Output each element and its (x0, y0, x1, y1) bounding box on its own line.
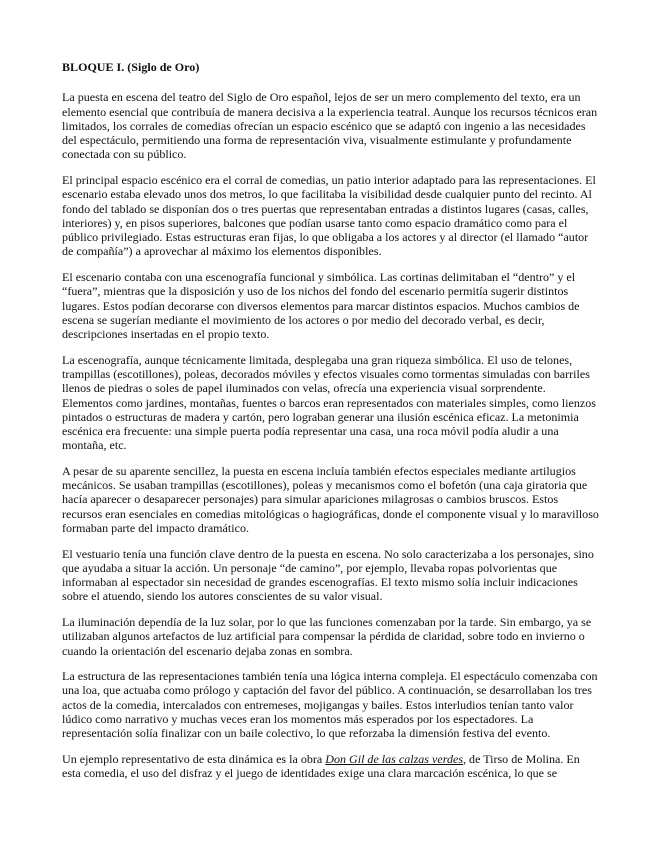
paragraph: El vestuario tenía una función clave dentro de la puesta en escena. No solo caracterizaba a los personajes, sino que ayudaba a situar la acción. Un personaje “de camino”, por ejemplo, llevaba ropas polvorientas que informaban al espectador sin necesidad de grandes escenografías. El texto mismo solía incluir indicaciones sobre el atuendo, siendo los autores conscientes de su valor visual. (62, 546, 594, 604)
paragraph: A pesar de su aparente sencillez, la puesta en escena incluía también efectos especiales mediante artilugios mecánicos. Se usaban trampillas (escotillones), poleas y mecanismos como el bofetón (una caja giratoria que hacía aparecer o desaparecer personajes) para simular apariciones milagrosas o cambios bruscos. Estos recursos eran esenciales en comedias mitológicas o hagiográficas, donde el componente visual y lo maravilloso formaban parte del impacto dramático. (62, 463, 599, 536)
paragraph: La escenografía, aunque técnicamente limitada, desplegaba una gran riqueza simbólica. El uso de telones, trampillas (escotillones), poleas, decorados móviles y efectos visuales como tormentas simuladas con barriles llenos de piedras o soles de papel iluminados con velas, ofrecía una experiencia visual sorprendente. Elementos como jardines, montañas, fuentes o barcos eran representados con materiales simples, como lienzos pintados o estructuras de madera y cartón, pero lograban generar una ilusión escénica eficaz. La metonimia escénica era frecuente: una simple puerta podía representar una casa, una roca móvil podía aludir a una montaña, etc. (62, 352, 596, 453)
paragraph-text-before: Un ejemplo representativo de esta dinámica es la obra (62, 751, 326, 766)
paragraph-list (62, 90, 599, 740)
paragraph: El escenario contaba con una escenografía funcional y simbólica. Las cortinas delimitaban el “dentro” y el “fuera”, mientras que la disposición y uso de los nichos del fondo del escenario permitía sugerir distintos lugares. Estos podían decorarse con diversos elementos para marcar distintos espacios. Muchos cambios de escena se sugerían mediante el movimiento de los actores o por medio del decorado verbal, es decir, descripciones insertadas en el propio texto. (62, 269, 580, 342)
paragraph-text-after: , de Tirso de Molina. En esta comedia, el uso del disfraz y el juego de identidades exige una clara marcación escénica, lo que se (62, 751, 580, 780)
document-body (62, 60, 599, 791)
section-heading: BLOQUE I. (Siglo de Oro) (62, 60, 200, 74)
work-title-link[interactable]: Don Gil de las calzas verdes (325, 751, 464, 766)
paragraph: La estructura de las representaciones también tenía una lógica interna compleja. El espectáculo comenzaba con una loa, que actuaba como prólogo y captación del favor del público. A continuación, se desarrollaban los tres actos de la comedia, intercalados con entremeses, mojigangas y bailes. Estos interludios tenían tanto valor lúdico como narrativo y muchas veces eran los momentos más esperados por los espectadores. La representación solía finalizar con un baile colectivo, lo que reforzaba la dimensión festiva del evento. (62, 669, 598, 741)
paragraph-with-work-title (62, 752, 599, 781)
paragraph: La iluminación dependía de la luz solar, por lo que las funciones comenzaban por la tarde. Sin embargo, ya se utilizaban algunos artefactos de luz artificial para compensar la pérdida de claridad, sobre todo en invierno o cuando la orientación del escenario dejaba zonas en sombra. (62, 614, 592, 658)
paragraph: La puesta en escena del teatro del Siglo de Oro español, lejos de ser un mero complemento del texto, era un elemento esencial que contribuía de manera decisiva a la experiencia teatral. Aunque los recursos técnicos eran limitados, los corrales de comedias ofrecían un espacio escénico que se adaptó con ingenio a las necesidades del espectáculo, permitiendo una forma de representación viva, visualmente estimulante y profundamente conectada con su público. (62, 90, 598, 162)
paragraph: El principal espacio escénico era el corral de comedias, un patio interior adaptado para las representaciones. El escenario estaba elevado unos dos metros, lo que facilitaba la visibilidad desde cualquier punto del recinto. Al fondo del tablado se disponían dos o tres puertas que representaban entradas a distintos lugares (casas, calles, interiores) y, en pisos superiores, balcones que podían usarse tanto como espacio dramático como para el público privilegiado. Estas estructuras eran fijas, lo que obligaba a los actores y al director (el llamado “autor de compañía”) a aprovechar al máximo los elementos disponibles. (62, 172, 596, 259)
